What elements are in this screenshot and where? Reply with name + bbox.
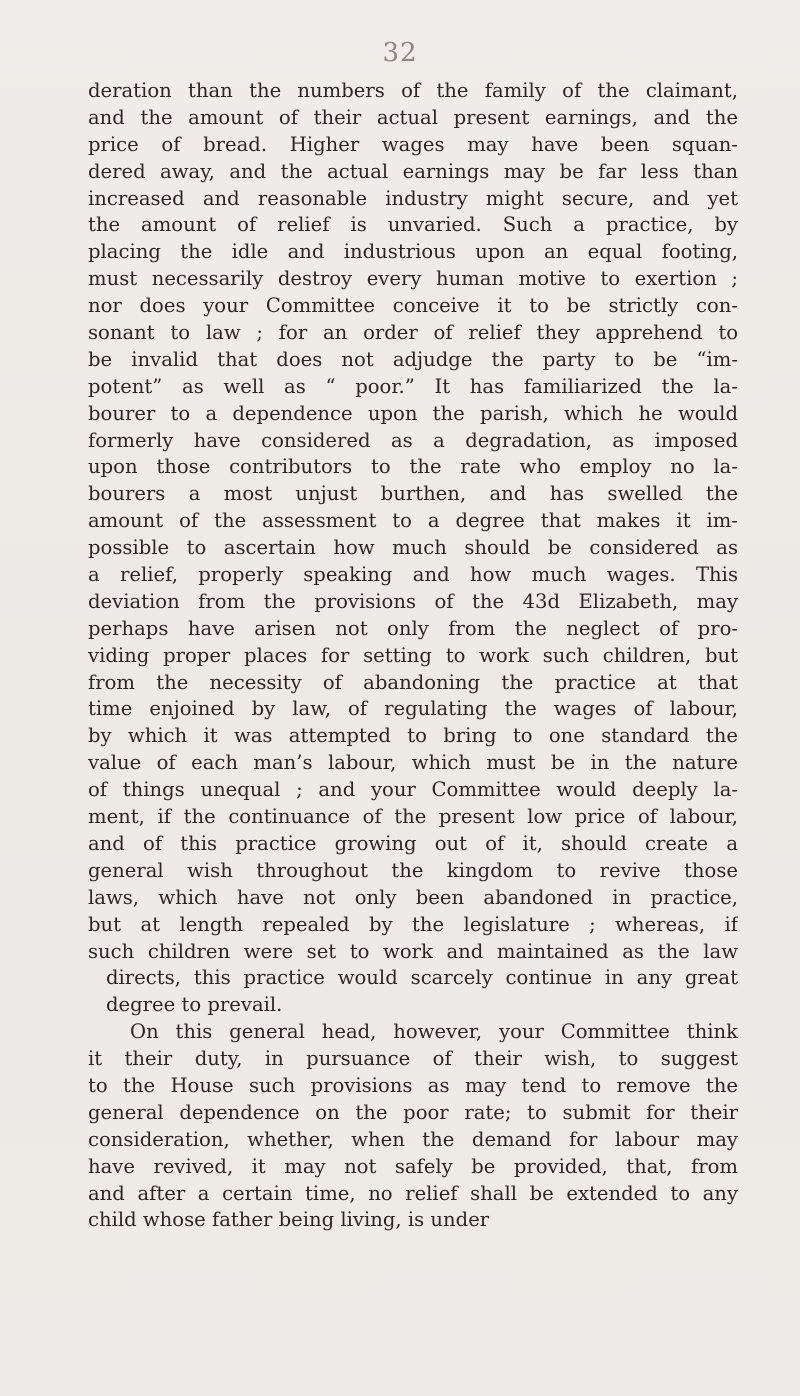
text-line: of things unequal ; and your Committee would deeply la- [88, 778, 738, 802]
text-line: it their duty, in pursuance of their wish, to suggest [88, 1047, 738, 1071]
text-line: such children were set to work and maintained as the law [88, 939, 738, 963]
text-line: viding proper places for setting to work such children, but [88, 643, 738, 667]
text-line: bourer to a dependence upon the parish, which he would [88, 401, 738, 425]
text-line: must necessarily destroy every human motive to exertion ; [88, 267, 738, 291]
text-line: increased and reasonable industry might secure, and yet [88, 186, 738, 210]
text-line: perhaps have arisen not only from the neglect of pro- [88, 616, 738, 640]
page-number: 32 [382, 38, 418, 68]
text-line: sonant to law ; for an order of relief they apprehend to [88, 321, 738, 345]
text-line: by which it was attempted to bring to one standard the [88, 724, 738, 748]
text-line: nor does your Committee conceive it to be strictly con- [88, 294, 738, 318]
text-line: laws, which have not only been abandoned in practice, [88, 885, 738, 909]
text-line: bourers a most unjust burthen, and has swelled the [88, 482, 738, 506]
text-line: the amount of relief is unvaried. Such a practice, by [88, 213, 738, 237]
text-line: dered away, and the actual earnings may be far less than [88, 159, 738, 183]
text-line: and after a certain time, no relief shall be extended to any [88, 1181, 738, 1205]
text-line: and the amount of their actual present earnings, and the [88, 105, 738, 129]
text-line: potent” as well as “ poor.” It has familiarized the la- [88, 374, 738, 398]
text-line: directs, this practice would scarcely continue in any great [106, 966, 738, 990]
text-line: and of this practice growing out of it, should create a [88, 831, 738, 855]
text-line: to the House such provisions as may tend to remove the [88, 1073, 738, 1097]
text-line: from the necessity of abandoning the practice at that [88, 670, 738, 694]
text-line: amount of the assessment to a degree that makes it im- [88, 509, 738, 533]
text-line: time enjoined by law, of regulating the wages of labour, [88, 697, 738, 721]
text-line: value of each man’s labour, which must be in the nature [88, 751, 738, 775]
text-line: placing the idle and industrious upon an equal footing, [88, 240, 738, 264]
text-line: consideration, whether, when the demand for labour may [88, 1127, 738, 1151]
text-line: price of bread. Higher wages may have been squan- [88, 132, 738, 156]
text-line: child whose father being living, is under [88, 1208, 490, 1232]
text-line: deration than the numbers of the family of the claimant, [88, 79, 738, 102]
text-line: upon those contributors to the rate who employ no la- [88, 455, 738, 479]
text-line: a relief, properly speaking and how much wages. This [88, 563, 738, 587]
body-text [88, 78, 738, 1234]
text-line: have revived, it may not safely be provided, that, from [88, 1154, 738, 1178]
text-line: ment, if the continuance of the present low price of labour, [88, 805, 738, 829]
paragraph-start-line: On this general head, however, your Committee think [130, 1020, 738, 1044]
text-line: be invalid that does not adjudge the party to be “im- [88, 347, 738, 371]
text-line: deviation from the provisions of the 43d Elizabeth, may [88, 589, 738, 613]
text-line: general dependence on the poor rate; to submit for their [88, 1100, 738, 1124]
text-line: but at length repealed by the legislature ; whereas, if [88, 912, 738, 936]
text-line: general wish throughout the kingdom to revive those [88, 858, 738, 882]
text-line: possible to ascertain how much should be considered as [88, 536, 738, 560]
text-line: degree to prevail. [106, 993, 283, 1017]
text-line: formerly have considered as a degradation, as imposed [88, 428, 738, 452]
